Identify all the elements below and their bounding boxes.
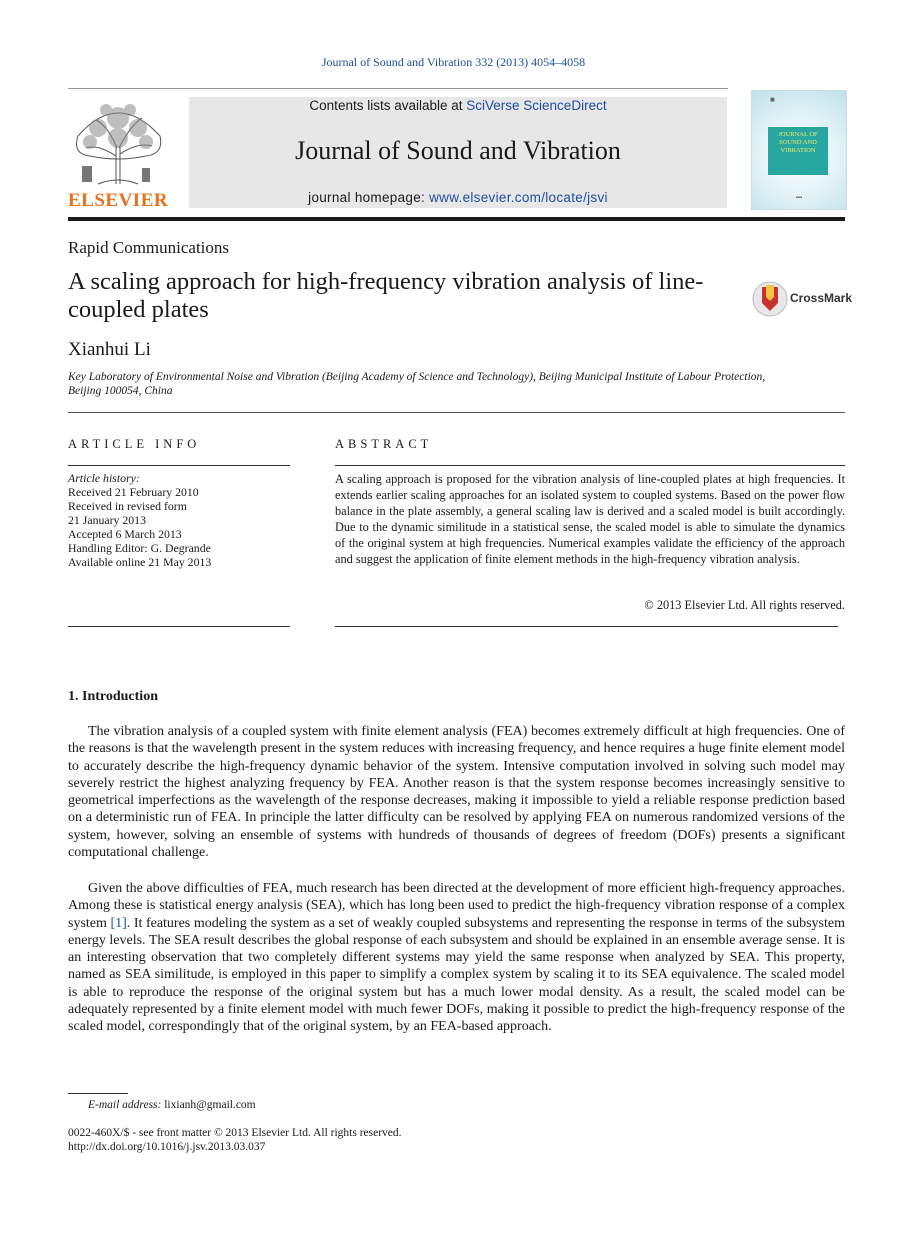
history-line: 21 January 2013 — [68, 513, 146, 527]
affiliation-divider — [68, 412, 845, 413]
crossmark-badge[interactable] — [752, 281, 853, 317]
body-paragraph — [68, 880, 845, 1036]
history-line: Available online 21 May 2013 — [68, 555, 212, 569]
tree-icon — [68, 96, 168, 188]
history-line: Received in revised form — [68, 499, 187, 513]
abstract-heading: ABSTRACT — [335, 437, 433, 451]
email-label: E-mail address: — [88, 1099, 162, 1111]
history-line: Handling Editor: G. Degrande — [68, 541, 211, 555]
cover-title: JOURNAL OF SOUND AND VIBRATION — [778, 131, 818, 154]
article-title: A scaling approach for high-frequency vibration analysis of line-coupled plates — [68, 268, 704, 323]
header-thick-rule — [68, 217, 845, 221]
author-name: Xianhui Li — [68, 339, 151, 360]
cover-publisher-mark: ■ — [770, 95, 775, 104]
crossmark-label: CrossMark — [790, 291, 853, 305]
doi-link[interactable]: http://dx.doi.org/10.1016/j.jsv.2013.03.037 — [68, 1141, 266, 1153]
article-info-rule-top — [68, 465, 290, 466]
publisher-wordmark: ELSEVIER — [68, 190, 169, 211]
abstract-rule-bottom — [335, 626, 838, 627]
author-affiliation: Key Laboratory of Environmental Noise and Vibration (Beijing Academy of Science and Technology), Beijing Municipal Institute of Labour Protection, Beijing 100054, China — [68, 371, 766, 397]
journal-citation[interactable]: Journal of Sound and Vibration 332 (2013) 4054–4058 — [321, 55, 586, 69]
history-line: Received 21 February 2010 — [68, 485, 199, 499]
history-line: Accepted 6 March 2013 — [68, 527, 182, 541]
article-info-heading: ARTICLE INFO — [68, 437, 201, 451]
abstract-rule-top — [335, 465, 845, 466]
paragraph-text: Given the above difficulties of FEA, much research has been directed at the development of more efficient high-frequency approaches. Among these is statistical energy analysis (SEA), which has long been used to predict the high-frequency vibration response of a complex system — [68, 881, 845, 931]
article-type: Rapid Communications — [68, 238, 230, 257]
journal-name: Journal of Sound and Vibration — [295, 136, 621, 165]
contents-prefix: Contents lists available at — [309, 98, 467, 113]
footnote-rule — [68, 1093, 128, 1094]
history-label: Article history: — [68, 471, 140, 485]
contents-line — [189, 98, 727, 113]
footnote-email — [88, 1099, 256, 1111]
body-paragraph: The vibration analysis of a coupled system with finite element analysis (FEA) becomes extremely difficult at high frequencies. One of the reasons is that the wavelength present in the system reduces with increasing frequency, and hence requires a huge finite element model to accurately describe the high-frequency dynamic behavior of the system. Intensive computation involved in solving such model may severely restrict the highest analyzing frequency by FEA. Another reason is that the system response becomes increasingly sensitive to geometrical imperfections as the wavelength of the response decreases, making it impossible to yield a reliable response prediction based on a deterministic run of FEA. In principle the latter difficulty can be resolved by applying FEA on numerous randomized versions of the system, however, solving an ensemble of systems with hundreds of thousands of degrees of freedom (DOFs) presents a significant computational challenge. — [68, 724, 845, 861]
email-address[interactable]: lixianh@gmail.com — [164, 1099, 256, 1111]
section-heading-introduction: 1. Introduction — [68, 689, 158, 704]
cover-footer-mark: ▪▪▪ — [795, 195, 803, 201]
article-info-rule-bottom — [68, 626, 290, 627]
header-divider — [68, 88, 728, 89]
homepage-link[interactable]: www.elsevier.com/locate/jsvi — [429, 190, 608, 205]
footnote-issn — [68, 1126, 402, 1154]
homepage-prefix: journal homepage: — [308, 190, 430, 205]
sciencedirect-link[interactable]: SciVerse ScienceDirect — [466, 98, 607, 113]
paragraph-text: . It features modeling the system as a set of weakly coupled subsystems and representing the response in terms of the subsystem energy levels. The SEA result describes the global response of each subsystem and should be explained in an ensemble average sense. It is an interesting observation that two completely different systems may yield the same response when analyzed by SEA. This property, named as SEA similitude, is employed in this paper to simplify a complex system by scaling it to its SEA equivalence. The scaled model is able to reproduce the response of the original system but has a much lower modal density. As a result, the scaled model can be adequately represented by a finite element model with much fewer DOFs, making it possible to predict the high-frequency response of the scaled model, correspondingly that of the original system, by an FEA-based approach. — [68, 915, 845, 1035]
journal-cover-thumbnail[interactable] — [751, 90, 847, 210]
crossmark-icon — [752, 281, 792, 317]
article-history — [68, 471, 290, 569]
abstract-copyright: © 2013 Elsevier Ltd. All rights reserved. — [644, 598, 845, 612]
abstract-text: A scaling approach is proposed for the vibration analysis of line-coupled plates at high frequencies. It extends earlier scaling approaches for an isolated system to coupled systems. Based on the power flow balance in the plate assembly, a general scaling law is derived and a scaled model is built accordingly. Due to the dynamic similitude in a statistical sense, the scaled model is able to simulate the dynamics of the original system at high frequencies. Numerical examples validate the efficiency of the approach and suggest the application of finite element methods in the high-frequency vibration analysis. — [335, 472, 845, 566]
homepage-line — [189, 190, 727, 205]
reference-link[interactable]: [1] — [110, 915, 127, 931]
issn-line: 0022-460X/$ - see front matter © 2013 Elsevier Ltd. All rights reserved. — [68, 1127, 402, 1139]
